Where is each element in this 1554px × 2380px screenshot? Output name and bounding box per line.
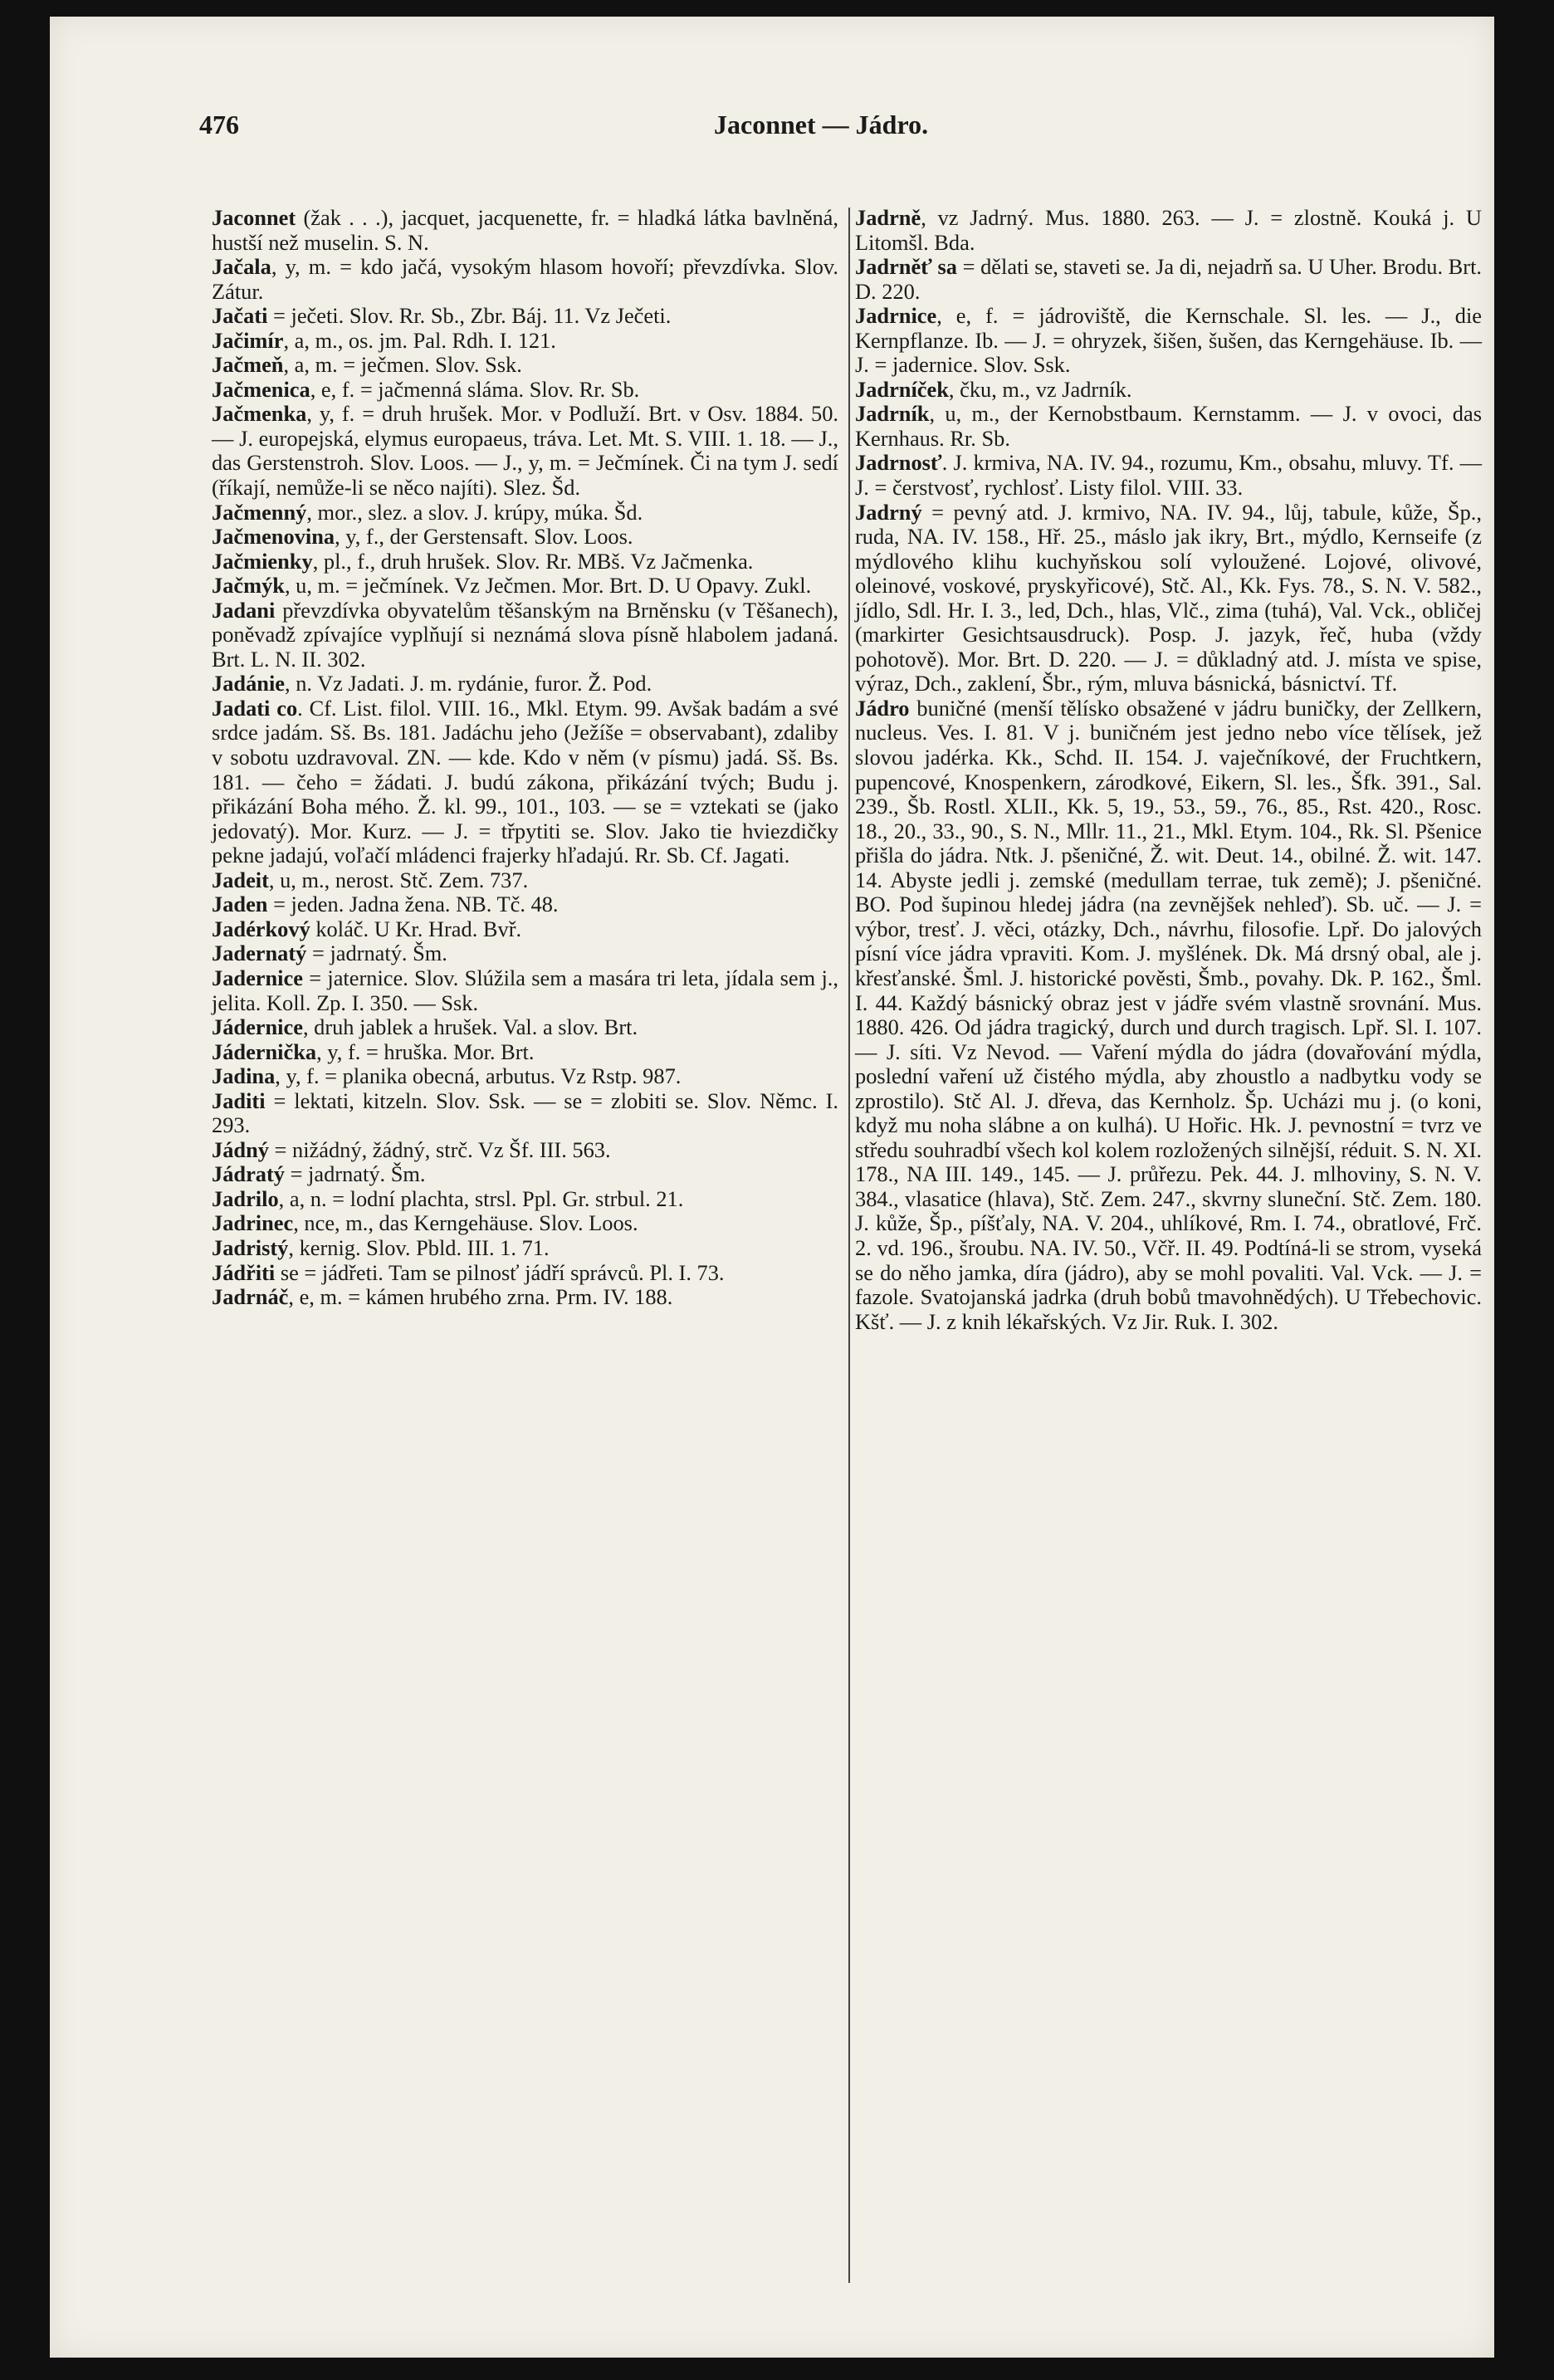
entry-definition: , vz Jadrný. Mus. 1880. 263. — J. = zlostně. Kouká j. U Litomšl. Bda. (855, 205, 1482, 255)
dictionary-entry (212, 574, 838, 599)
dictionary-entry (212, 353, 838, 378)
dictionary-entry (212, 402, 838, 500)
column-divider (848, 208, 850, 2283)
entry-headword: Jádro (855, 695, 910, 721)
dictionary-entry (212, 525, 838, 550)
entry-definition: , a, m., os. jm. Pal. Rdh. I. 121. (283, 327, 556, 353)
entry-headword: Jačmýk (212, 573, 285, 599)
entry-headword: Jačmeň (212, 352, 284, 378)
dictionary-entry (855, 451, 1482, 500)
entry-definition: , y, f. = druh hrušek. Mor. v Podluží. Brt. v Osv. 1884. 50. — J. europejská, elymus europaeus, tráva. Let. Mt. S. VIII. 1. 18. — J., das Gerstenstroh. Slov. Loos. — J., y, m. = Ječmínek. Či na tym J. sedí (říkají, nemůže-li se něco najíti). Slez. Šd. (212, 401, 838, 501)
entry-definition: = jadrnatý. Šm. (306, 941, 447, 966)
dictionary-entry (212, 501, 838, 525)
entry-definition: = jaternice. Slov. Slúžila sem a masára tri leta, jídala sem j., jelita. Koll. Zp. I. 350. — Ssk. (212, 965, 838, 1015)
entry-definition: , druh jablek a hrušek. Val. a slov. Brt. (302, 1014, 638, 1040)
entry-headword: Jačmenný (212, 499, 307, 525)
entry-headword: Jaden (212, 892, 268, 917)
dictionary-entry (212, 696, 838, 868)
entry-definition: , čku, m., vz Jadrník. (948, 376, 1132, 402)
entry-headword: Jadánie (212, 671, 285, 696)
entry-definition: , a, m. = ječmen. Slov. Ssk. (283, 352, 522, 378)
entry-headword: Jadrník (855, 401, 930, 427)
entry-definition: , mor., slez. a slov. J. krúpy, múka. Šd. (306, 499, 643, 525)
entry-definition: koláč. U Kr. Hrad. Bvř. (310, 916, 522, 941)
dictionary-entry (855, 402, 1482, 451)
dictionary-entry (855, 304, 1482, 378)
entry-headword: Jadeit (212, 867, 269, 892)
dictionary-entry (212, 1285, 838, 1310)
dictionary-entry (212, 966, 838, 1015)
entry-definition: se = jádřeti. Tam se pilnosť jádří správců. Pl. I. 73. (275, 1259, 725, 1285)
entry-headword: Jadrnice (855, 303, 937, 329)
entry-definition: , y, f. = planika obecná, arbutus. Vz Rstp. 987. (275, 1063, 682, 1089)
entry-headword: Jádřiti (212, 1259, 276, 1285)
entry-headword: Jačmenica (212, 376, 310, 402)
entry-definition: , n. Vz Jadati. J. m. rydánie, furor. Ž. Pod. (285, 671, 652, 696)
entry-definition: buničné (menší tělísko obsažené v jádru buničky, der Zellkern, nucleus. Ves. I. 81. V j. buničném jest jedno nebo více tělísek, jež slovou jadérka. Kk., Schd. II. 154. J. vaječníkové, der Fruchtkern, pupencové, Knospenkern, zárodkové, Eikern, Sl. les., Šfk. 391., Sal. 239., Šb. Rostl. XLII., Kk. 5, 19., 53., 59., 76., 85., Rst. 420., Rosc. 18., 20., 33., 90., S. N., Mllr. 11., 21., Mkl. Etym. 104., Rk. Sl. Pšenice přišla do jádra. Ntk. J. pšeničné, Ž. wit. Deut. 14., obilné. Ž. wit. 147. 14. Abyste jedli j. zemské (medullam terrae, tuk země); J. pšeničné. BO. Pod šupinou hledej jádra (na zevnějšek nehleď). Sb. uč. — J. = výbor, tresť. J. věci, otázky, Dch., návrhu, filosofie. Lpř. Do jalových písní více jádra vpraviti. Kom. J. myšlének. Dk. Má drsný obal, ale j. křesťanské. Šml. J. historické pověsti, Šmb., povahy. Dk. P. 162., Šml. I. 44. Každý básnický obraz jest v jádře svém vlastně srovnání. Mus. 1880. 426. Od jádra tragický, durch und durch tragisch. Lpř. Sl. I. 107. — J. síti. Vz Nevod. — Vaření mýdla do jádra (dovařování mýdla, poslední vaření už čistého mýdla, aby zhoustlo a nadbytku vody se zprostilo). Stč Al. J. dřeva, das Kernholz. Šp. Ucházi mu j. (o koni, když mu noha slábne a on kulhá). U Hořic. Hk. J. pevnostní = tvrz ve středu souhradbí všech kol kolem rozložených silnější, réduit. S. N. XI. 178., NA III. 149., 145. — J. průřezu. Pek. 44. J. mlhoviny, S. N. V. 384., vlasatice (hlava), Stč. Zem. 247., skvrny sluneční. Stč. Zem. 180. J. kůže, Šp., píšťaly, NA. V. 204., uhlíkové, Rm. I. 74., obratlové, Frč. 2. vd. 196., šroubu. NA. IV. 50., Včř. II. 49. Podtíná-li se strom, vyseká se do něho jamka, díra (jádro), aby se mohl povaliti. Val. Vck. — J. = fazole. Svatojanská jadrka (druh bobů tmavohnědých). U Třebechovic. Kšť. — J. z knih lékařských. Vz Jir. Ruk. I. 302. (855, 695, 1482, 1334)
entry-definition: . J. krmiva, NA. IV. 94., rozumu, Km., obsahu, mluvy. Tf. — J. = čerstvosť, rychlosť. Listy filol. VIII. 33. (855, 450, 1482, 501)
entry-headword: Jačala (212, 254, 271, 280)
entry-headword: Jadernatý (212, 941, 307, 966)
entry-definition: , kernig. Slov. Pbld. III. 1. 71. (288, 1234, 550, 1260)
dictionary-entry (212, 868, 838, 893)
dictionary-entry (212, 1089, 838, 1138)
dictionary-entry (212, 1064, 838, 1089)
entry-definition: = jadrnatý. Šm. (284, 1161, 426, 1187)
entry-headword: Jačmienky (212, 548, 313, 574)
entry-definition: = pevný atd. J. krmivo, NA. IV. 94., lůj, tabule, kůže, Šp., ruda, NA. IV. 158., Hř. 25., máslo jak ikry, Brt., mýdlo, Kernseife (z mýdlového klihu kuchyňskou solí vyloužené. Lojové, olivové, oleinové, voskové, pryskyřicové), Stč. Al., Kk. Fys. 78., S. N. V. 582., jídlo, Sdl. Hr. I. 3., led, Dch., hlas, Vlč., zima (tuhá), Val. Vck., obličej (markirter Gesichtsausdruck). Posp. J. jazyk, řeč, huba (vždy pohotově). Mor. Brt. D. 220. — J. = důkladný atd. J. místa ve spise, výraz, Dch., zaklení, Šbr., rým, mluva básnická, básnictví. Tf. (855, 499, 1482, 696)
dictionary-entry (212, 206, 838, 255)
entry-headword: Jadrněť sa (855, 254, 957, 280)
dictionary-entry (212, 917, 838, 942)
entry-definition: , e, f. = jačmenná sláma. Slov. Rr. Sb. (310, 376, 640, 402)
entry-headword: Jadati co (212, 695, 298, 721)
dictionary-entry (212, 1040, 838, 1065)
entry-definition: , e, f. = jádroviště, die Kernschale. Sl. les. — J., die Kernpflanze. Ib. — J. = ohryzek, šišen, šušen, das Kerngehäuse. Ib. — J. = jadernice. Slov. Ssk. (855, 303, 1482, 378)
entry-definition: , y, m. = kdo jačá, vysokým hlasom hovoří; převzdívka. Slov. Zátur. (212, 254, 838, 304)
dictionary-entry (212, 329, 838, 354)
dictionary-entry (855, 255, 1482, 304)
running-head: Jaconnet — Jádro. (714, 110, 929, 139)
entry-definition: = nižádný, žádný, strč. Vz Šf. III. 563. (268, 1136, 611, 1162)
entry-definition: (žak . . .), jacquet, jacquenette, fr. = hladká látka bavlněná, hustší než muselin. S. N. (212, 205, 838, 255)
entry-definition: , e, m. = kámen hrubého zrna. Prm. IV. 188. (288, 1284, 673, 1310)
dictionary-entry (855, 206, 1482, 255)
dictionary-entry (212, 378, 838, 403)
entry-headword: Jadrnáč (212, 1284, 289, 1310)
entry-headword: Jadani (212, 597, 276, 623)
dictionary-entry (212, 672, 838, 696)
entry-definition: = jeden. Jadna žena. NB. Tč. 48. (267, 892, 559, 917)
dictionary-entry (212, 1236, 838, 1261)
entry-definition: = lektati, kitzeln. Slov. Ssk. — se = zlobiti se. Slov. Němc. I. 293. (212, 1087, 838, 1138)
dictionary-entry (212, 1015, 838, 1040)
entry-headword: Jadérkový (212, 916, 310, 941)
entry-definition: , a, n. = lodní plachta, strsl. Ppl. Gr. strbul. 21. (278, 1185, 684, 1211)
entry-definition: převzdívka obyvatelům těšanským na Brněnsku (v Těšanech), poněvadž zpívajíce vyplňují si neznámá slova písně hlabolem jadaná. Brt. L. N. II. 302. (212, 597, 838, 672)
dictionary-entry (212, 1162, 838, 1187)
dictionary-entry (212, 1138, 838, 1163)
entry-definition: , pl., f., druh hrušek. Slov. Rr. MBš. Vz Jačmenka. (312, 548, 754, 574)
entry-headword: Jaconnet (212, 205, 296, 230)
entry-definition: , u, m., nerost. Stč. Zem. 737. (268, 867, 529, 892)
entry-headword: Jadrně (855, 205, 921, 230)
entry-definition: , u, m. = ječmínek. Vz Ječmen. Mor. Brt. D. U Opavy. Zukl. (284, 573, 812, 599)
dictionary-entry (212, 550, 838, 574)
dictionary-entry (855, 696, 1482, 1334)
dictionary-entry (212, 892, 838, 917)
dictionary-entry (212, 1261, 838, 1286)
dictionary-entry (212, 599, 838, 672)
entry-headword: Jadernice (212, 965, 303, 990)
entry-headword: Jadrilo (212, 1185, 279, 1211)
entry-headword: Jačmenka (212, 401, 307, 427)
entry-headword: Jádernice (212, 1014, 303, 1040)
entry-headword: Jadrnosť (855, 450, 942, 476)
entry-headword: Jačati (212, 303, 268, 329)
right-column (855, 206, 1482, 1334)
entry-definition: , y, f. = hruška. Mor. Brt. (316, 1039, 535, 1064)
entry-headword: Jadrinec (212, 1210, 294, 1236)
entry-definition: , nce, m., das Kerngehäuse. Slov. Loos. (293, 1210, 638, 1236)
dictionary-entry (855, 378, 1482, 403)
entry-headword: Jádratý (212, 1161, 285, 1187)
entry-headword: Jadrníček (855, 376, 949, 402)
page-number: 476 (199, 110, 239, 139)
entry-headword: Jadina (212, 1063, 276, 1089)
entry-headword: Jadrný (855, 499, 922, 525)
entry-definition: . Cf. List. filol. VIII. 16., Mkl. Etym. 99. Avšak badám a své srdce jadám. Sš. Bs. 181. Jadáchu jeho (Ježíše = observabant), zdaliby v sobotu uzdravoval. ZN. — kde. Kdo v něm (v písmu) jadá. Sš. Bs. 181. — čeho = žádati. J. budú zákona, přikázání tvých; Budu j. přikázání Boha mého. Ž. kl. 99., 101., 103. — se = vztekati se (jako jedovatý). Mor. Kurz. — J. = třpytiti se. Slov. Jako tie hviezdičky pekne jadajú, voľačí mládenci frajerky hľadajú. Rr. Sb. Cf. Jagati. (212, 695, 838, 868)
left-column (212, 206, 838, 1310)
entry-headword: Jaditi (212, 1087, 266, 1113)
entry-definition: , u, m., der Kernobstbaum. Kernstamm. — J. v ovoci, das Kernhaus. Rr. Sb. (855, 401, 1482, 451)
entry-definition: = ječeti. Slov. Rr. Sb., Zbr. Báj. 11. Vz Ječeti. (267, 303, 672, 329)
dictionary-entry (212, 1211, 838, 1236)
entry-headword: Jádernička (212, 1039, 317, 1064)
dictionary-entry (212, 255, 838, 304)
page-header (199, 110, 1395, 151)
dictionary-page (50, 17, 1494, 2358)
entry-definition: = dělati se, staveti se. Ja di, nejadrň sa. U Uher. Brodu. Brt. D. 220. (855, 254, 1482, 304)
entry-headword: Jádný (212, 1136, 269, 1162)
entry-headword: Jačimír (212, 327, 284, 353)
entry-definition: , y, f., der Gerstensaft. Slov. Loos. (335, 524, 633, 550)
entry-headword: Jačmenovina (212, 524, 335, 550)
dictionary-entry (212, 1187, 838, 1212)
dictionary-entry (855, 501, 1482, 696)
entry-headword: Jadristý (212, 1234, 289, 1260)
dictionary-entry (212, 941, 838, 966)
dictionary-entry (212, 304, 838, 329)
